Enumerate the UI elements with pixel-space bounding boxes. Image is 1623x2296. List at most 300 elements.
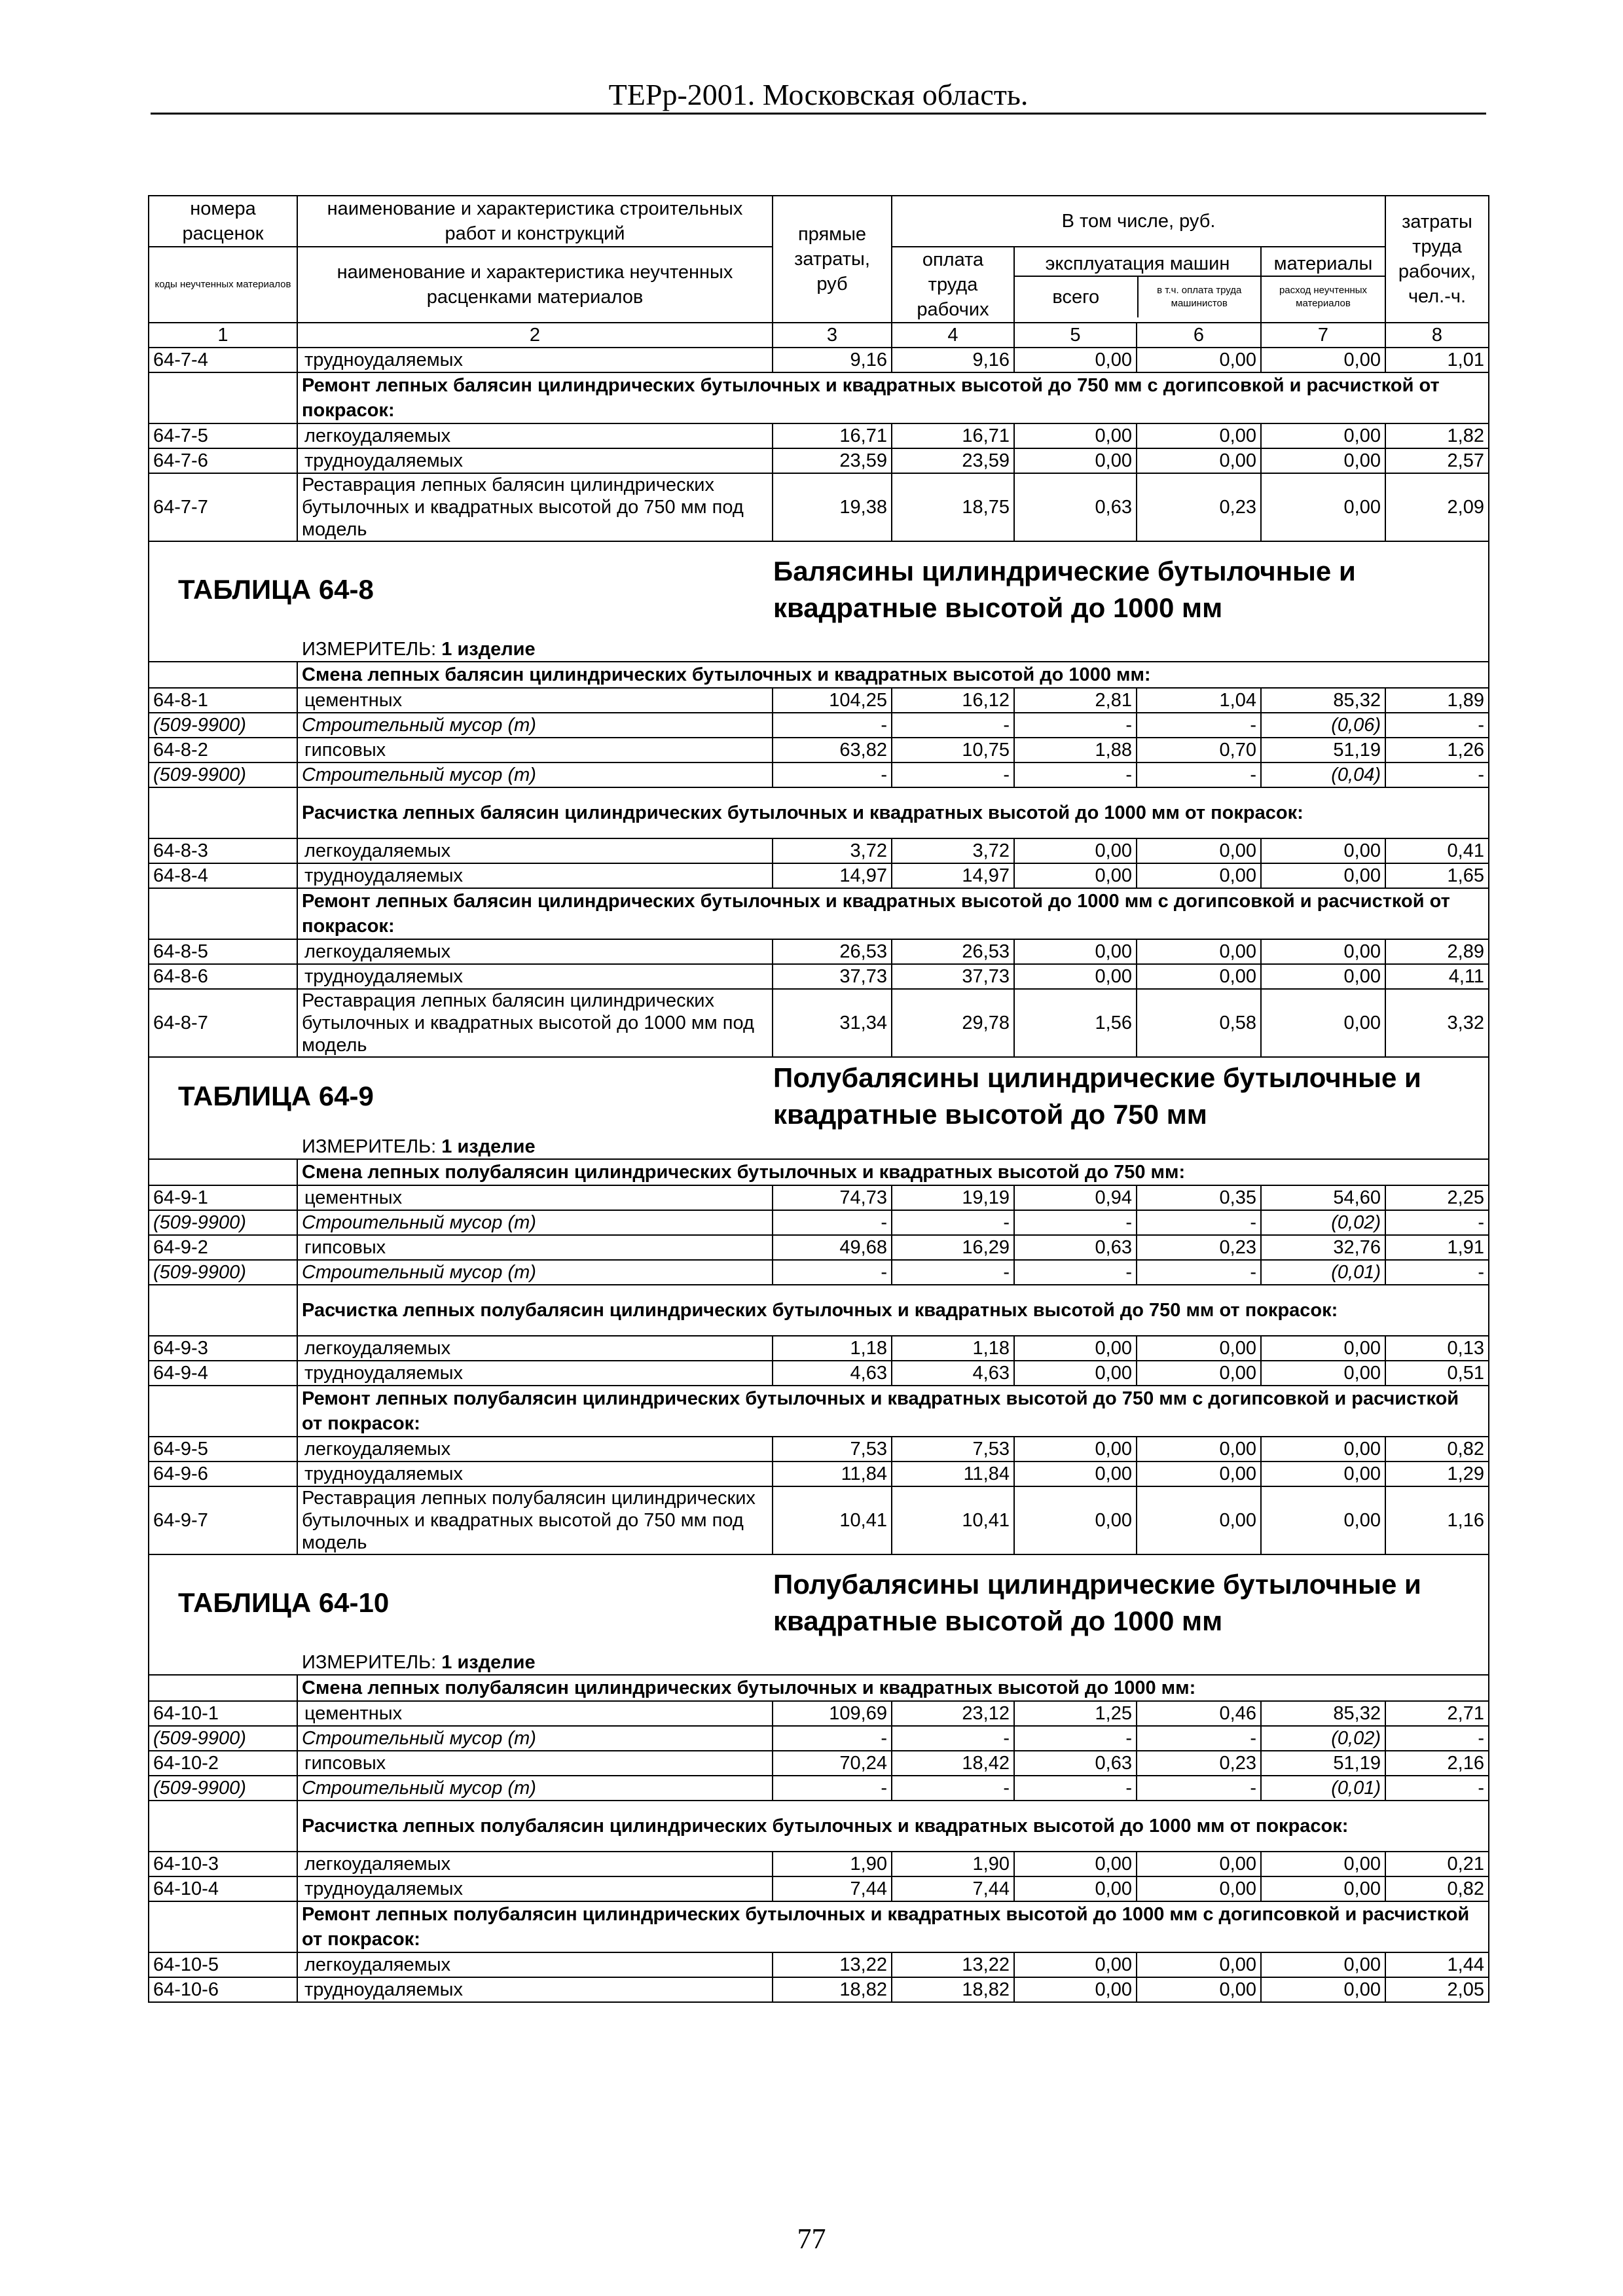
table-row: [149, 863, 1489, 888]
code-cell: 64-10-5: [149, 1952, 297, 1977]
labor-cell: 2,71: [1385, 1701, 1489, 1726]
name-cell: цементных: [297, 1701, 773, 1726]
direct-cost-cell: 74,73: [773, 1185, 892, 1210]
machines-total-cell: 0,00: [1014, 1852, 1137, 1876]
name-cell: Строительный мусор (т): [297, 1776, 773, 1801]
name-cell: легкоудаляемых: [297, 1437, 773, 1462]
name-cell: гипсовых: [297, 1235, 773, 1260]
page-title: ТЕРр-2001. Московская область.: [608, 78, 1029, 111]
column-numbers-row: [149, 323, 1489, 348]
direct-cost-cell: 26,53: [773, 939, 892, 964]
measure-value: 1 изделие: [441, 1136, 536, 1157]
machines-total-cell: 1,88: [1014, 738, 1137, 762]
machines-wages-cell: 0,35: [1137, 1185, 1261, 1210]
wages-cell: 26,53: [892, 939, 1014, 964]
materials-cell: 0,00: [1261, 863, 1385, 888]
labor-cell: -: [1385, 713, 1489, 738]
code-cell: 64-9-3: [149, 1336, 297, 1361]
machines-wages-cell: 0,00: [1137, 1336, 1261, 1361]
measure-cell: [149, 1651, 1489, 1675]
labor-cell: 1,65: [1385, 863, 1489, 888]
direct-cost-cell: 37,73: [773, 964, 892, 989]
materials-cell: 54,60: [1261, 1185, 1385, 1210]
name-cell: Строительный мусор (т): [297, 1726, 773, 1751]
group-heading-row: [149, 1801, 1489, 1852]
wages-cell: 7,53: [892, 1437, 1014, 1462]
table-title: Полубалясины цилиндрические бутылочные и квадратные высотой до 750 мм: [773, 1062, 1421, 1130]
table-title-row: [149, 1554, 1489, 1651]
machines-wages-cell: -: [1137, 1260, 1261, 1285]
name-cell: гипсовых: [297, 738, 773, 762]
code-cell: 64-9-4: [149, 1361, 297, 1386]
code-cell: 64-7-5: [149, 423, 297, 448]
direct-cost-cell: 4,63: [773, 1361, 892, 1386]
direct-cost-cell: 14,97: [773, 863, 892, 888]
machines-total-cell: 0,00: [1014, 1977, 1137, 2002]
wages-cell: 16,29: [892, 1235, 1014, 1260]
group-heading-row: [149, 372, 1489, 423]
machines-total-cell: 0,00: [1014, 939, 1137, 964]
machines-total-cell: 0,00: [1014, 423, 1137, 448]
measure-row: [149, 1135, 1489, 1159]
direct-cost-cell: -: [773, 1260, 892, 1285]
materials-cell: 0,00: [1261, 964, 1385, 989]
labor-cell: 0,51: [1385, 1361, 1489, 1386]
wages-cell: 23,59: [892, 448, 1014, 473]
wages-cell: 16,12: [892, 688, 1014, 713]
materials-cell: (0,01): [1261, 1260, 1385, 1285]
wages-cell: 7,44: [892, 1876, 1014, 1901]
table-title-cell: [149, 1554, 1489, 1651]
wages-cell: -: [892, 1260, 1014, 1285]
table-label: ТАБЛИЦА 64-10: [178, 1587, 390, 1618]
name-cell: легкоудаляемых: [297, 1952, 773, 1977]
header-rule: [151, 113, 1486, 115]
direct-cost-cell: -: [773, 1776, 892, 1801]
table-row: [149, 1462, 1489, 1486]
table-row: [149, 964, 1489, 989]
materials-header-cell: [1261, 247, 1385, 323]
machines-total-cell: 0,00: [1014, 863, 1137, 888]
materials-cell: 0,00: [1261, 1952, 1385, 1977]
table-row: [149, 1361, 1489, 1386]
labor-cell: 2,16: [1385, 1751, 1489, 1776]
direct-cost-cell: 18,82: [773, 1977, 892, 2002]
name-cell: легкоудаляемых: [297, 1336, 773, 1361]
header-row-1: [149, 196, 1489, 247]
direct-cost-cell: 104,25: [773, 688, 892, 713]
labor-cell: 0,41: [1385, 838, 1489, 863]
materials-cell: 0,00: [1261, 939, 1385, 964]
table-row: [149, 1876, 1489, 1901]
table-row: [149, 423, 1489, 448]
name-cell: Строительный мусор (т): [297, 1210, 773, 1235]
direct-cost-cell: 9,16: [773, 348, 892, 372]
materials-cell: 0,00: [1261, 1486, 1385, 1554]
machines-wages-cell: 0,00: [1137, 1852, 1261, 1876]
machines-wages-cell: 0,23: [1137, 473, 1261, 541]
direct-cost-cell: 19,38: [773, 473, 892, 541]
table-row: [149, 939, 1489, 964]
wages-cell: 37,73: [892, 964, 1014, 989]
materials-cell: (0,02): [1261, 1726, 1385, 1751]
group-code-cell: [149, 1801, 297, 1852]
group-heading-row: [149, 1159, 1489, 1185]
material-row: [149, 1260, 1489, 1285]
name-cell: легкоудаляемых: [297, 939, 773, 964]
measure-label: ИЗМЕРИТЕЛЬ:: [302, 1652, 437, 1673]
labor-cell: -: [1385, 1210, 1489, 1235]
machines-wages-cell: 0,00: [1137, 1876, 1261, 1901]
direct-cost-cell: 23,59: [773, 448, 892, 473]
group-heading: Смена лепных балясин цилиндрических бутылочных и квадратных высотой до 1000 мм:: [297, 662, 1489, 688]
wages-header: оплата труда рабочих: [892, 247, 1014, 323]
wages-cell: 11,84: [892, 1462, 1014, 1486]
direct-cost-cell: 70,24: [773, 1751, 892, 1776]
table-title-row: [149, 1057, 1489, 1135]
materials-cell: 0,00: [1261, 1462, 1385, 1486]
machines-wages-cell: 0,00: [1137, 1952, 1261, 1977]
table-title-row: [149, 541, 1489, 637]
labor-cell: 1,16: [1385, 1486, 1489, 1554]
table-row: [149, 1751, 1489, 1776]
wages-cell: -: [892, 1776, 1014, 1801]
code-sub-header: коды неучтенных материалов: [149, 247, 297, 323]
wages-cell: 10,41: [892, 1486, 1014, 1554]
machines-total-cell: 1,25: [1014, 1701, 1137, 1726]
wages-cell: 16,71: [892, 423, 1014, 448]
table-row: [149, 1437, 1489, 1462]
material-row: [149, 1210, 1489, 1235]
col-num-6: 6: [1137, 323, 1261, 348]
table-row: [149, 1852, 1489, 1876]
machines-wages-cell: 0,00: [1137, 423, 1261, 448]
code-cell: (509-9900): [149, 1210, 297, 1235]
wages-cell: 23,12: [892, 1701, 1014, 1726]
machines-wages-cell: 0,00: [1137, 939, 1261, 964]
col-num-7: 7: [1261, 323, 1385, 348]
machines-total-cell: -: [1014, 1260, 1137, 1285]
direct-cost-cell: 11,84: [773, 1462, 892, 1486]
code-cell: (509-9900): [149, 1260, 297, 1285]
table-row: [149, 1701, 1489, 1726]
code-cell: 64-8-3: [149, 838, 297, 863]
machines-total-cell: 0,94: [1014, 1185, 1137, 1210]
labor-cell: -: [1385, 1726, 1489, 1751]
labor-cell: 1,91: [1385, 1235, 1489, 1260]
code-cell: 64-7-6: [149, 448, 297, 473]
machines-total-cell: 0,00: [1014, 1486, 1137, 1554]
machines-wages-cell: 0,00: [1137, 1977, 1261, 2002]
code-cell: 64-9-1: [149, 1185, 297, 1210]
machines-total-cell: 0,00: [1014, 1952, 1137, 1977]
incl-header: В том числе, руб.: [892, 196, 1385, 247]
code-cell: 64-10-6: [149, 1977, 297, 2002]
table-label: ТАБЛИЦА 64-9: [178, 1081, 374, 1111]
machines-wages-cell: -: [1137, 1726, 1261, 1751]
table-title-cell: [149, 541, 1489, 637]
group-code-cell: [149, 888, 297, 939]
table-row: [149, 1336, 1489, 1361]
group-heading: Смена лепных полубалясин цилиндрических бутылочных и квадратных высотой до 1000 мм:: [297, 1675, 1489, 1701]
table-row: [149, 1977, 1489, 2002]
name-cell: цементных: [297, 1185, 773, 1210]
materials-cell: 0,00: [1261, 1876, 1385, 1901]
table-row: [149, 989, 1489, 1057]
machines-total-cell: 0,00: [1014, 1876, 1137, 1901]
materials-cell: 51,19: [1261, 738, 1385, 762]
page-number: 77: [797, 2223, 826, 2255]
group-heading-row: [149, 1285, 1489, 1336]
measure-value: 1 изделие: [441, 639, 536, 660]
group-heading-row: [149, 888, 1489, 939]
measure-cell: [149, 1135, 1489, 1159]
group-code-cell: [149, 1159, 297, 1185]
code-cell: 64-10-2: [149, 1751, 297, 1776]
group-heading-row: [149, 1675, 1489, 1701]
code-cell: 64-8-6: [149, 964, 297, 989]
labor-cell: 2,57: [1385, 448, 1489, 473]
wages-cell: 13,22: [892, 1952, 1014, 1977]
direct-cost-cell: -: [773, 1726, 892, 1751]
machines-wages-cell: -: [1137, 1210, 1261, 1235]
labor-cell: 1,44: [1385, 1952, 1489, 1977]
direct-cost-cell: 16,71: [773, 423, 892, 448]
machines-total-cell: 0,00: [1014, 1336, 1137, 1361]
material-row: [149, 762, 1489, 787]
machines-wages-cell: 0,58: [1137, 989, 1261, 1057]
table-row: [149, 738, 1489, 762]
table-row: [149, 448, 1489, 473]
code-cell: (509-9900): [149, 713, 297, 738]
machines-wages-cell: -: [1137, 1776, 1261, 1801]
machines-header-cell: [1014, 247, 1261, 323]
code-cell: 64-9-6: [149, 1462, 297, 1486]
material-row: [149, 1776, 1489, 1801]
machines-total-cell: 1,56: [1014, 989, 1137, 1057]
machines-wages-cell: 0,46: [1137, 1701, 1261, 1726]
materials-cell: 0,00: [1261, 989, 1385, 1057]
labor-cell: 0,21: [1385, 1852, 1489, 1876]
materials-cell: 0,00: [1261, 1336, 1385, 1361]
machines-wages-cell: 0,00: [1137, 964, 1261, 989]
materials-cell: 0,00: [1261, 448, 1385, 473]
machines-total-cell: 0,00: [1014, 448, 1137, 473]
direct-cost-cell: 3,72: [773, 838, 892, 863]
table-row: [149, 1486, 1489, 1554]
code-cell: (509-9900): [149, 762, 297, 787]
machines-wages-cell: 0,23: [1137, 1235, 1261, 1260]
code-cell: 64-7-7: [149, 473, 297, 541]
code-cell: 64-9-2: [149, 1235, 297, 1260]
machines-total-cell: -: [1014, 713, 1137, 738]
wages-cell: 29,78: [892, 989, 1014, 1057]
labor-cell: 1,29: [1385, 1462, 1489, 1486]
name-cell: трудноудаляемых: [297, 348, 773, 372]
labor-cell: -: [1385, 762, 1489, 787]
machines-wages-cell: 0,70: [1137, 738, 1261, 762]
code-cell: 64-8-2: [149, 738, 297, 762]
machines-total-cell: 0,63: [1014, 1235, 1137, 1260]
table-row: [149, 473, 1489, 541]
code-cell: 64-10-1: [149, 1701, 297, 1726]
name-cell: легкоудаляемых: [297, 1852, 773, 1876]
code-cell: 64-8-7: [149, 989, 297, 1057]
wages-cell: 10,75: [892, 738, 1014, 762]
wages-cell: 4,63: [892, 1361, 1014, 1386]
labor-cell: 2,25: [1385, 1185, 1489, 1210]
labor-cell: -: [1385, 1260, 1489, 1285]
measure-row: [149, 637, 1489, 662]
machines-wages-header: в т.ч. оплата труда машинистов: [1157, 285, 1242, 309]
table-title: Полубалясины цилиндрические бутылочные и квадратные высотой до 1000 мм: [773, 1569, 1421, 1636]
name-header: наименование и характеристика строительных работ и конструкций: [297, 196, 773, 247]
name-cell: Строительный мусор (т): [297, 1260, 773, 1285]
machines-wages-cell: 0,00: [1137, 1437, 1261, 1462]
group-heading: Расчистка лепных балясин цилиндрических бутылочных и квадратных высотой до 1000 мм от покрасок:: [297, 787, 1489, 838]
wages-cell: 9,16: [892, 348, 1014, 372]
measure-value: 1 изделие: [441, 1652, 536, 1673]
wages-cell: -: [892, 713, 1014, 738]
group-heading: Ремонт лепных балясин цилиндрических бутылочных и квадратных высотой до 750 мм с догипсовкой и расчисткой от покрасок:: [297, 372, 1489, 423]
wages-cell: 19,19: [892, 1185, 1014, 1210]
materials-cell: 0,00: [1261, 1437, 1385, 1462]
material-row: [149, 1726, 1489, 1751]
name-cell: Реставрация лепных балясин цилиндрических бутылочных и квадратных высотой до 750 мм под модель: [297, 473, 773, 541]
materials-cell: (0,02): [1261, 1210, 1385, 1235]
group-heading: Расчистка лепных полубалясин цилиндрических бутылочных и квадратных высотой до 1000 мм от покрасок:: [297, 1801, 1489, 1852]
materials-cell: (0,04): [1261, 762, 1385, 787]
materials-cell: 0,00: [1261, 348, 1385, 372]
group-heading-row: [149, 662, 1489, 688]
machines-total-cell: 2,81: [1014, 688, 1137, 713]
measure-row: [149, 1651, 1489, 1675]
group-heading-row: [149, 1386, 1489, 1437]
machines-header: эксплуатация машин: [1015, 252, 1260, 277]
machines-total-cell: 0,00: [1014, 1462, 1137, 1486]
machines-wages-cell: 0,00: [1137, 1462, 1261, 1486]
machines-wages-cell: 0,00: [1137, 348, 1261, 372]
name-cell: трудноудаляемых: [297, 964, 773, 989]
labor-header: затраты труда рабочих, чел.-ч.: [1385, 196, 1489, 323]
name-cell: гипсовых: [297, 1751, 773, 1776]
direct-cost-cell: -: [773, 762, 892, 787]
machines-wages-cell: 0,23: [1137, 1751, 1261, 1776]
name-cell: трудноудаляемых: [297, 1361, 773, 1386]
materials-sub-header: расход неучтенных материалов: [1279, 285, 1368, 309]
code-cell: (509-9900): [149, 1776, 297, 1801]
materials-cell: 0,00: [1261, 473, 1385, 541]
name-cell: Реставрация лепных балясин цилиндрических бутылочных и квадратных высотой до 1000 мм под модель: [297, 989, 773, 1057]
code-cell: 64-10-3: [149, 1852, 297, 1876]
group-heading-row: [149, 787, 1489, 838]
machines-wages-cell: -: [1137, 762, 1261, 787]
table-row: [149, 1952, 1489, 1977]
code-cell: 64-9-5: [149, 1437, 297, 1462]
col-num-5: 5: [1014, 323, 1137, 348]
table-label: ТАБЛИЦА 64-8: [178, 574, 374, 605]
code-cell: 64-8-5: [149, 939, 297, 964]
col-num-4: 4: [892, 323, 1014, 348]
wages-cell: 18,42: [892, 1751, 1014, 1776]
name-cell: Строительный мусор (т): [297, 713, 773, 738]
direct-cost-cell: 10,41: [773, 1486, 892, 1554]
materials-cell: 0,00: [1261, 423, 1385, 448]
machines-wages-cell: -: [1137, 713, 1261, 738]
machines-wages-cell: 1,04: [1137, 688, 1261, 713]
group-code-cell: [149, 1285, 297, 1336]
labor-cell: 1,82: [1385, 423, 1489, 448]
labor-cell: 1,01: [1385, 348, 1489, 372]
measure-label: ИЗМЕРИТЕЛЬ:: [302, 1136, 437, 1157]
col-num-1: 1: [149, 323, 297, 348]
materials-cell: (0,06): [1261, 713, 1385, 738]
labor-cell: -: [1385, 1776, 1489, 1801]
materials-cell: 0,00: [1261, 838, 1385, 863]
machines-total-cell: 0,00: [1014, 838, 1137, 863]
materials-header: материалы: [1262, 252, 1385, 277]
col-num-2: 2: [297, 323, 773, 348]
code-cell: 64-7-4: [149, 348, 297, 372]
machines-total-cell: 0,00: [1014, 348, 1137, 372]
group-code-cell: [149, 1901, 297, 1952]
table-title-cell: [149, 1057, 1489, 1135]
code-cell: 64-8-4: [149, 863, 297, 888]
wages-cell: -: [892, 1210, 1014, 1235]
labor-cell: 4,11: [1385, 964, 1489, 989]
direct-header: прямые затраты, руб: [773, 196, 892, 323]
machines-total-cell: -: [1014, 1210, 1137, 1235]
table-row: [149, 348, 1489, 372]
wages-cell: 14,97: [892, 863, 1014, 888]
group-heading-row: [149, 1901, 1489, 1952]
name-cell: легкоудаляемых: [297, 423, 773, 448]
materials-cell: 51,19: [1261, 1751, 1385, 1776]
machines-total-cell: 0,63: [1014, 473, 1137, 541]
machines-total-cell: -: [1014, 1726, 1137, 1751]
name-cell: трудноудаляемых: [297, 1876, 773, 1901]
group-heading: Ремонт лепных полубалясин цилиндрических бутылочных и квадратных высотой до 750 мм с догипсовкой и расчисткой от покрасок:: [297, 1386, 1489, 1437]
materials-cell: 0,00: [1261, 1361, 1385, 1386]
labor-cell: 2,89: [1385, 939, 1489, 964]
direct-cost-cell: 13,22: [773, 1952, 892, 1977]
name-cell: трудноудаляемых: [297, 448, 773, 473]
direct-cost-cell: 109,69: [773, 1701, 892, 1726]
table-row: [149, 838, 1489, 863]
name-cell: трудноудаляемых: [297, 863, 773, 888]
direct-cost-cell: 7,44: [773, 1876, 892, 1901]
labor-cell: 0,13: [1385, 1336, 1489, 1361]
group-heading: Ремонт лепных полубалясин цилиндрических бутылочных и квадратных высотой до 1000 мм с догипсовкой и расчисткой от покрасок:: [297, 1901, 1489, 1952]
wages-cell: 1,90: [892, 1852, 1014, 1876]
direct-cost-cell: 63,82: [773, 738, 892, 762]
name-sub-header: наименование и характеристика неучтенных расценками материалов: [297, 247, 773, 323]
direct-cost-cell: -: [773, 1210, 892, 1235]
wages-cell: 18,75: [892, 473, 1014, 541]
direct-cost-cell: 7,53: [773, 1437, 892, 1462]
materials-cell: 0,00: [1261, 1977, 1385, 2002]
name-cell: Реставрация лепных полубалясин цилиндрических бутылочных и квадратных высотой до 750 мм под модель: [297, 1486, 773, 1554]
machines-total-cell: 0,00: [1014, 1437, 1137, 1462]
table-title: Балясины цилиндрические бутылочные и квадратные высотой до 1000 мм: [773, 556, 1356, 623]
direct-cost-cell: 1,18: [773, 1336, 892, 1361]
direct-cost-cell: 1,90: [773, 1852, 892, 1876]
group-code-cell: [149, 787, 297, 838]
direct-cost-cell: -: [773, 713, 892, 738]
wages-cell: 1,18: [892, 1336, 1014, 1361]
group-heading: Ремонт лепных балясин цилиндрических бутылочных и квадратных высотой до 1000 мм с догипсовкой и расчисткой от покрасок:: [297, 888, 1489, 939]
table-row: [149, 1185, 1489, 1210]
